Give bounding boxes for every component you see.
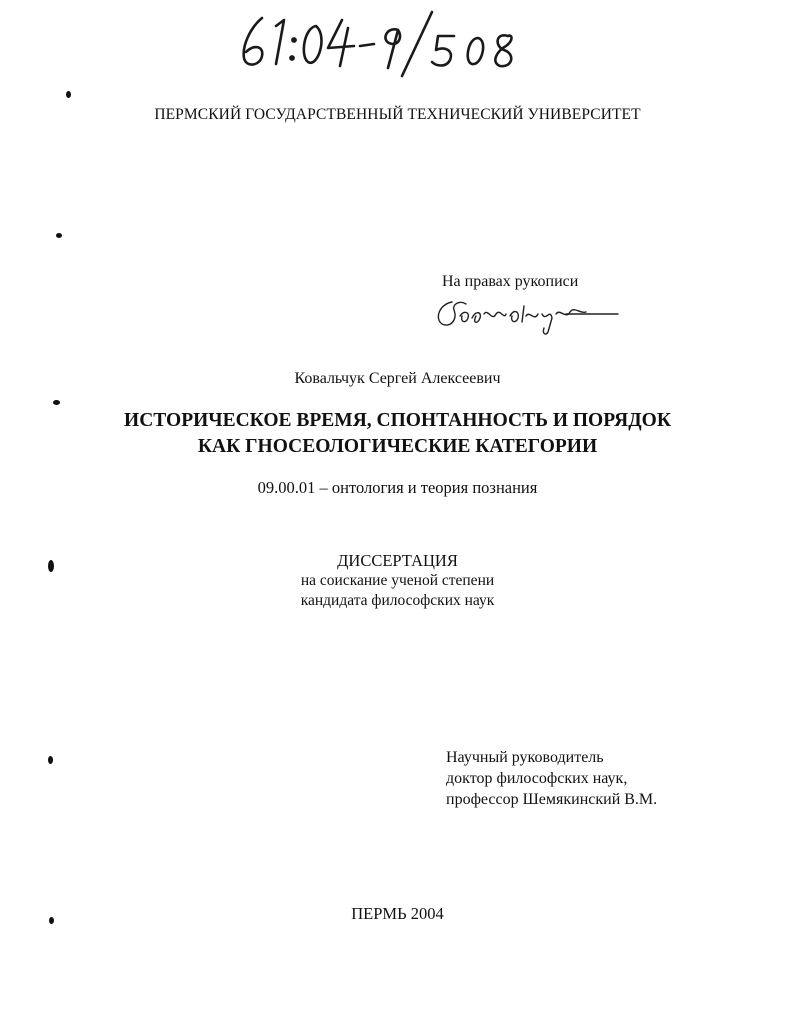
degree-line-1: на соискание ученой степени — [300, 572, 495, 589]
supervisor-name: профессор Шемякинский В.М. — [446, 791, 658, 808]
author-name: Ковальчук Сергей Алексеевич — [294, 370, 501, 387]
handwritten-signature — [430, 292, 620, 338]
supervisor-degree: доктор философских наук, — [446, 770, 628, 787]
scan-speck — [48, 756, 53, 764]
scan-speck — [53, 400, 60, 405]
title-line-2: КАК ГНОСЕОЛОГИЧЕСКИЕ КАТЕГОРИИ — [197, 436, 598, 457]
supervisor-block — [446, 747, 657, 810]
specialty-code: 09.00.01 – онтология и теория познания — [257, 478, 538, 497]
university-name: ПЕРМСКИЙ ГОСУДАРСТВЕННЫЙ ТЕХНИЧЕСКИЙ УНИВЕРСИТЕТ — [154, 106, 641, 123]
dissertation-title — [0, 408, 795, 460]
scan-speck — [66, 91, 71, 98]
city-year: ПЕРМЬ 2004 — [351, 904, 444, 923]
document-type: ДИССЕРТАЦИЯ — [337, 551, 458, 570]
title-line-1: ИСТОРИЧЕСКОЕ ВРЕМЯ, СПОНТАННОСТЬ И ПОРЯДОК — [124, 410, 671, 431]
handwritten-archive-code — [232, 6, 532, 82]
manuscript-rights-label: На правах рукописи — [442, 273, 579, 290]
supervisor-role: Научный руководитель — [446, 749, 604, 766]
scan-speck — [56, 233, 62, 238]
degree-line-2: кандидата философских наук — [300, 592, 495, 609]
